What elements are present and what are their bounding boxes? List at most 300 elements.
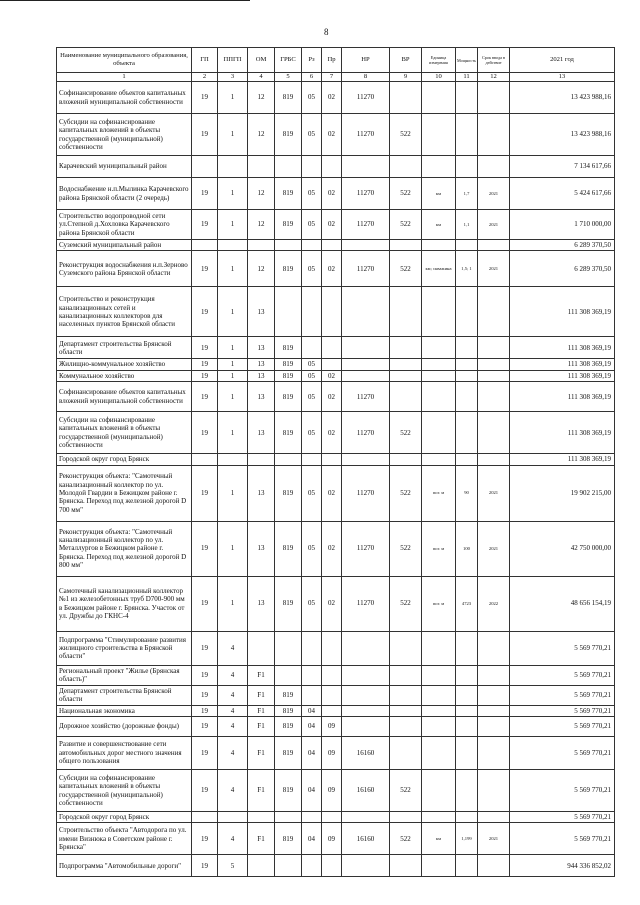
cell-grbs: 819 bbox=[275, 705, 302, 716]
cell-term bbox=[478, 359, 510, 370]
cell-term bbox=[478, 156, 510, 178]
cell-ppgp: 4 bbox=[218, 770, 248, 812]
cell-rz bbox=[302, 337, 322, 359]
cell-vr bbox=[390, 240, 422, 251]
cell-name: Строительство водопроводной сети ул.Степной д.Хохловка Карачевского района Брянской области bbox=[57, 210, 192, 240]
cell-amount: 13 423 988,16 bbox=[510, 114, 615, 156]
cell-pr: 02 bbox=[322, 114, 342, 156]
cell-vr bbox=[390, 287, 422, 337]
cell-rz bbox=[302, 454, 322, 465]
cell-rz: 05 bbox=[302, 370, 322, 381]
cell-amount: 111 308 369,19 bbox=[510, 337, 615, 359]
cell-om: 13 bbox=[248, 337, 275, 359]
cell-gp: 19 bbox=[192, 823, 218, 855]
cell-om: F1 bbox=[248, 823, 275, 855]
cell-grbs: 819 bbox=[275, 576, 302, 631]
cell-pr: 02 bbox=[322, 382, 342, 412]
cell-nr: 11270 bbox=[342, 412, 390, 454]
cell-om: F1 bbox=[248, 665, 275, 685]
table-row bbox=[57, 287, 615, 337]
table-row bbox=[57, 337, 615, 359]
cell-om: F1 bbox=[248, 705, 275, 716]
cell-capacity bbox=[456, 370, 478, 381]
cell-om bbox=[248, 156, 275, 178]
cell-name: Реконструкция объекта: "Самотечный канализационный коллектор по ул. Молодой Гвардии в Бежицком районе г. Брянска. Переход под железной дорогой D 700 мм" bbox=[57, 465, 192, 521]
cell-pr: 09 bbox=[322, 770, 342, 812]
cell-vr: 522 bbox=[390, 823, 422, 855]
cell-ppgp: 4 bbox=[218, 665, 248, 685]
cell-ppgp: 1 bbox=[218, 251, 248, 287]
cell-rz: 05 bbox=[302, 521, 322, 576]
cell-om bbox=[248, 454, 275, 465]
cell-name: Субсидии на софинансирование капитальных вложений в объекты государственной (муниципальной) собственности bbox=[57, 412, 192, 454]
table-row bbox=[57, 178, 615, 210]
cell-unit bbox=[422, 631, 456, 665]
cell-grbs bbox=[275, 665, 302, 685]
col-header-nr: НР bbox=[342, 48, 390, 73]
cell-om: F1 bbox=[248, 737, 275, 770]
cell-unit: км bbox=[422, 210, 456, 240]
cell-amount: 944 336 852,02 bbox=[510, 855, 615, 877]
cell-vr bbox=[390, 665, 422, 685]
cell-rz: 05 bbox=[302, 178, 322, 210]
cell-capacity bbox=[456, 359, 478, 370]
cell-capacity bbox=[456, 454, 478, 465]
cell-amount: 48 656 154,19 bbox=[510, 576, 615, 631]
cell-gp: 19 bbox=[192, 359, 218, 370]
cell-gp: 19 bbox=[192, 251, 218, 287]
table-row bbox=[57, 823, 615, 855]
cell-amount: 5 569 770,21 bbox=[510, 812, 615, 823]
cell-capacity bbox=[456, 770, 478, 812]
cell-amount: 7 134 617,66 bbox=[510, 156, 615, 178]
cell-term bbox=[478, 114, 510, 156]
table-row bbox=[57, 631, 615, 665]
cell-capacity: 100 bbox=[456, 521, 478, 576]
cell-unit bbox=[422, 337, 456, 359]
cell-grbs: 819 bbox=[275, 770, 302, 812]
cell-unit: км bbox=[422, 823, 456, 855]
cell-capacity bbox=[456, 382, 478, 412]
cell-vr bbox=[390, 82, 422, 114]
cell-nr: 16160 bbox=[342, 823, 390, 855]
cell-unit bbox=[422, 454, 456, 465]
cell-rz bbox=[302, 685, 322, 705]
cell-amount: 5 569 770,21 bbox=[510, 770, 615, 812]
cell-capacity bbox=[456, 114, 478, 156]
cell-unit bbox=[422, 114, 456, 156]
cell-nr bbox=[342, 359, 390, 370]
cell-capacity: 90 bbox=[456, 465, 478, 521]
cell-vr: 522 bbox=[390, 114, 422, 156]
column-number: 13 bbox=[510, 73, 615, 82]
cell-name: Суземский муниципальный район bbox=[57, 240, 192, 251]
col-header-ppgp: ППГП bbox=[218, 48, 248, 73]
cell-unit bbox=[422, 240, 456, 251]
column-number: 9 bbox=[390, 73, 422, 82]
cell-name: Департамент строительства Брянской области bbox=[57, 685, 192, 705]
cell-nr bbox=[342, 287, 390, 337]
cell-pr: 09 bbox=[322, 737, 342, 770]
col-header-name: Наименование муниципального образования, объекта bbox=[57, 48, 192, 73]
cell-name: Жилищно-коммунальное хозяйство bbox=[57, 359, 192, 370]
cell-vr bbox=[390, 631, 422, 665]
column-number: 8 bbox=[342, 73, 390, 82]
cell-pr bbox=[322, 240, 342, 251]
cell-name: Софинансирование объектов капитальных вложений муниципальной собственности bbox=[57, 382, 192, 412]
cell-nr: 11270 bbox=[342, 576, 390, 631]
cell-pr bbox=[322, 454, 342, 465]
table-row bbox=[57, 685, 615, 705]
cell-rz: 04 bbox=[302, 823, 322, 855]
cell-nr bbox=[342, 370, 390, 381]
cell-grbs: 819 bbox=[275, 370, 302, 381]
cell-unit bbox=[422, 412, 456, 454]
cell-unit bbox=[422, 737, 456, 770]
cell-gp: 19 bbox=[192, 337, 218, 359]
cell-vr bbox=[390, 855, 422, 877]
col-header-grbs: ГРБС bbox=[275, 48, 302, 73]
cell-grbs: 819 bbox=[275, 251, 302, 287]
cell-rz: 04 bbox=[302, 717, 322, 737]
cell-capacity: 1,199 bbox=[456, 823, 478, 855]
cell-gp: 19 bbox=[192, 370, 218, 381]
cell-pr: 02 bbox=[322, 412, 342, 454]
cell-pr bbox=[322, 359, 342, 370]
table-row bbox=[57, 855, 615, 877]
table-row bbox=[57, 82, 615, 114]
cell-amount: 5 569 770,21 bbox=[510, 717, 615, 737]
table-row bbox=[57, 717, 615, 737]
cell-vr: 522 bbox=[390, 465, 422, 521]
cell-ppgp: 4 bbox=[218, 823, 248, 855]
cell-name: Субсидии на софинансирование капитальных вложений в объекты государственной (муниципальной) собственности bbox=[57, 770, 192, 812]
cell-name: Строительство и реконструкция канализационных сетей и канализационных коллекторов для населенных пунктов Брянской области bbox=[57, 287, 192, 337]
cell-gp: 19 bbox=[192, 210, 218, 240]
column-number: 12 bbox=[478, 73, 510, 82]
table-row bbox=[57, 114, 615, 156]
column-number-row bbox=[57, 73, 615, 82]
cell-vr bbox=[390, 382, 422, 412]
cell-name: Подпрограмма "Автомобильные дороги" bbox=[57, 855, 192, 877]
cell-amount: 1 710 000,00 bbox=[510, 210, 615, 240]
budget-table bbox=[56, 47, 615, 877]
cell-unit bbox=[422, 685, 456, 705]
col-header-rz: Рз bbox=[302, 48, 322, 73]
cell-amount: 111 308 369,19 bbox=[510, 382, 615, 412]
cell-rz bbox=[302, 156, 322, 178]
cell-name: Региональный проект "Жилье (Брянская область)" bbox=[57, 665, 192, 685]
cell-name: Подпрограмма "Стимулирование развития жилищного строительства в Брянской области" bbox=[57, 631, 192, 665]
cell-capacity bbox=[456, 337, 478, 359]
cell-pr bbox=[322, 337, 342, 359]
cell-unit bbox=[422, 287, 456, 337]
cell-capacity bbox=[456, 82, 478, 114]
cell-name: Реконструкция объекта: "Самотечный канализационный коллектор по ул. Металлургов в Бежицком районе г. Брянска. Переход под железной дорогой D 800 мм" bbox=[57, 521, 192, 576]
cell-capacity bbox=[456, 855, 478, 877]
cell-amount: 111 308 369,19 bbox=[510, 454, 615, 465]
table-row bbox=[57, 359, 615, 370]
cell-nr bbox=[342, 855, 390, 877]
cell-unit bbox=[422, 359, 456, 370]
table-row bbox=[57, 576, 615, 631]
table-row bbox=[57, 521, 615, 576]
cell-nr: 11270 bbox=[342, 521, 390, 576]
cell-grbs bbox=[275, 240, 302, 251]
cell-grbs bbox=[275, 156, 302, 178]
cell-gp: 19 bbox=[192, 705, 218, 716]
cell-term: 2021 bbox=[478, 178, 510, 210]
cell-term bbox=[478, 717, 510, 737]
cell-gp: 19 bbox=[192, 114, 218, 156]
cell-unit: пог. м bbox=[422, 576, 456, 631]
cell-nr bbox=[342, 812, 390, 823]
column-number: 11 bbox=[456, 73, 478, 82]
cell-rz: 05 bbox=[302, 114, 322, 156]
cell-ppgp: 1 bbox=[218, 287, 248, 337]
col-header-unit: Единица измерения bbox=[422, 48, 456, 73]
cell-term: 2021 bbox=[478, 465, 510, 521]
cell-nr: 11270 bbox=[342, 465, 390, 521]
cell-amount: 6 289 370,50 bbox=[510, 251, 615, 287]
cell-vr bbox=[390, 717, 422, 737]
cell-gp: 19 bbox=[192, 82, 218, 114]
cell-nr bbox=[342, 665, 390, 685]
cell-rz: 05 bbox=[302, 82, 322, 114]
cell-unit bbox=[422, 717, 456, 737]
cell-om: F1 bbox=[248, 685, 275, 705]
cell-name: Софинансирование объектов капитальных вложений муниципальной собственности bbox=[57, 82, 192, 114]
cell-ppgp: 4 bbox=[218, 631, 248, 665]
cell-term bbox=[478, 370, 510, 381]
cell-om: 12 bbox=[248, 210, 275, 240]
cell-gp: 19 bbox=[192, 855, 218, 877]
cell-ppgp: 4 bbox=[218, 685, 248, 705]
cell-nr bbox=[342, 454, 390, 465]
table-row bbox=[57, 454, 615, 465]
cell-nr: 11270 bbox=[342, 382, 390, 412]
cell-term bbox=[478, 812, 510, 823]
cell-rz: 04 bbox=[302, 737, 322, 770]
cell-grbs: 819 bbox=[275, 359, 302, 370]
cell-om: 12 bbox=[248, 251, 275, 287]
cell-name: Реконструкция водоснабжения н.п.Зерново Суземского района Брянской области bbox=[57, 251, 192, 287]
cell-vr: 522 bbox=[390, 576, 422, 631]
cell-grbs: 819 bbox=[275, 114, 302, 156]
cell-pr: 09 bbox=[322, 823, 342, 855]
cell-capacity bbox=[456, 665, 478, 685]
table-row bbox=[57, 210, 615, 240]
cell-gp bbox=[192, 240, 218, 251]
table-row bbox=[57, 156, 615, 178]
table-row bbox=[57, 465, 615, 521]
cell-rz bbox=[302, 855, 322, 877]
table-body bbox=[57, 82, 615, 877]
col-header-vr: ВР bbox=[390, 48, 422, 73]
cell-vr bbox=[390, 359, 422, 370]
cell-nr bbox=[342, 631, 390, 665]
table-row bbox=[57, 665, 615, 685]
cell-ppgp: 1 bbox=[218, 359, 248, 370]
cell-ppgp bbox=[218, 454, 248, 465]
cell-amount: 111 308 369,19 bbox=[510, 370, 615, 381]
cell-amount: 5 569 770,21 bbox=[510, 823, 615, 855]
cell-vr: 522 bbox=[390, 412, 422, 454]
cell-vr bbox=[390, 156, 422, 178]
cell-ppgp bbox=[218, 156, 248, 178]
col-header-term: Срок ввода в действие bbox=[478, 48, 510, 73]
cell-pr: 09 bbox=[322, 717, 342, 737]
cell-gp: 19 bbox=[192, 178, 218, 210]
cell-grbs bbox=[275, 855, 302, 877]
cell-unit bbox=[422, 370, 456, 381]
cell-ppgp: 4 bbox=[218, 717, 248, 737]
cell-om: 13 bbox=[248, 382, 275, 412]
cell-gp: 19 bbox=[192, 521, 218, 576]
cell-amount: 5 424 617,66 bbox=[510, 178, 615, 210]
cell-pr bbox=[322, 156, 342, 178]
cell-term bbox=[478, 631, 510, 665]
column-number: 3 bbox=[218, 73, 248, 82]
cell-rz: 05 bbox=[302, 465, 322, 521]
cell-gp: 19 bbox=[192, 631, 218, 665]
cell-vr bbox=[390, 812, 422, 823]
cell-pr: 02 bbox=[322, 521, 342, 576]
cell-pr bbox=[322, 855, 342, 877]
cell-unit bbox=[422, 705, 456, 716]
cell-unit: пог. м bbox=[422, 465, 456, 521]
cell-unit bbox=[422, 812, 456, 823]
cell-gp: 19 bbox=[192, 412, 218, 454]
cell-capacity bbox=[456, 737, 478, 770]
cell-pr bbox=[322, 631, 342, 665]
cell-amount: 19 902 215,00 bbox=[510, 465, 615, 521]
cell-om: 13 bbox=[248, 576, 275, 631]
cell-amount: 5 569 770,21 bbox=[510, 685, 615, 705]
cell-grbs: 819 bbox=[275, 337, 302, 359]
cell-ppgp: 1 bbox=[218, 337, 248, 359]
col-header-om: ОМ bbox=[248, 48, 275, 73]
cell-pr: 02 bbox=[322, 465, 342, 521]
cell-grbs: 819 bbox=[275, 465, 302, 521]
column-number: 1 bbox=[57, 73, 192, 82]
table-row bbox=[57, 251, 615, 287]
cell-grbs: 819 bbox=[275, 210, 302, 240]
cell-capacity bbox=[456, 631, 478, 665]
table-row bbox=[57, 737, 615, 770]
cell-rz bbox=[302, 240, 322, 251]
cell-amount: 111 308 369,19 bbox=[510, 287, 615, 337]
cell-rz: 04 bbox=[302, 705, 322, 716]
cell-vr bbox=[390, 685, 422, 705]
table-row bbox=[57, 370, 615, 381]
cell-term bbox=[478, 337, 510, 359]
cell-term bbox=[478, 685, 510, 705]
cell-ppgp bbox=[218, 240, 248, 251]
cell-om bbox=[248, 631, 275, 665]
cell-capacity bbox=[456, 240, 478, 251]
col-header-year: 2021 год bbox=[510, 48, 615, 73]
cell-unit bbox=[422, 855, 456, 877]
col-header-pr: Пр bbox=[322, 48, 342, 73]
cell-vr bbox=[390, 370, 422, 381]
cell-capacity: 1,1 bbox=[456, 210, 478, 240]
cell-nr bbox=[342, 717, 390, 737]
cell-om: 13 bbox=[248, 359, 275, 370]
cell-pr bbox=[322, 685, 342, 705]
cell-ppgp: 1 bbox=[218, 82, 248, 114]
cell-term bbox=[478, 382, 510, 412]
cell-vr: 522 bbox=[390, 770, 422, 812]
cell-nr bbox=[342, 705, 390, 716]
cell-gp: 19 bbox=[192, 465, 218, 521]
cell-name: Национальная экономика bbox=[57, 705, 192, 716]
cell-name: Карачевский муниципальный район bbox=[57, 156, 192, 178]
cell-capacity: 1,7 bbox=[456, 178, 478, 210]
column-number: 7 bbox=[322, 73, 342, 82]
cell-grbs: 819 bbox=[275, 737, 302, 770]
cell-vr bbox=[390, 737, 422, 770]
cell-grbs bbox=[275, 631, 302, 665]
cell-gp: 19 bbox=[192, 382, 218, 412]
cell-term bbox=[478, 705, 510, 716]
cell-vr bbox=[390, 337, 422, 359]
cell-nr: 11270 bbox=[342, 251, 390, 287]
cell-pr: 02 bbox=[322, 576, 342, 631]
cell-name: Департамент строительства Брянской области bbox=[57, 337, 192, 359]
cell-vr: 522 bbox=[390, 521, 422, 576]
cell-om bbox=[248, 240, 275, 251]
cell-rz: 05 bbox=[302, 412, 322, 454]
cell-unit bbox=[422, 156, 456, 178]
cell-om: 12 bbox=[248, 82, 275, 114]
cell-grbs: 819 bbox=[275, 382, 302, 412]
cell-term: 2022 bbox=[478, 576, 510, 631]
cell-amount: 111 308 369,19 bbox=[510, 359, 615, 370]
table-row bbox=[57, 382, 615, 412]
cell-name: Самотечный канализационный коллектор №1 из железобетонных труб D700-900 мм в Бежицком районе г. Брянска. Участок от ул. Дружбы до ГКНС-4 bbox=[57, 576, 192, 631]
cell-unit bbox=[422, 82, 456, 114]
page-number: 8 bbox=[324, 27, 329, 37]
cell-nr: 16160 bbox=[342, 737, 390, 770]
cell-nr: 16160 bbox=[342, 770, 390, 812]
cell-ppgp bbox=[218, 812, 248, 823]
cell-amount: 13 423 988,16 bbox=[510, 82, 615, 114]
cell-nr: 11270 bbox=[342, 178, 390, 210]
table-row bbox=[57, 240, 615, 251]
cell-amount: 5 569 770,21 bbox=[510, 705, 615, 716]
cell-grbs: 819 bbox=[275, 823, 302, 855]
cell-unit: км; скважина bbox=[422, 251, 456, 287]
cell-unit bbox=[422, 382, 456, 412]
cell-grbs bbox=[275, 454, 302, 465]
cell-capacity: 1,5; 1 bbox=[456, 251, 478, 287]
cell-term bbox=[478, 240, 510, 251]
column-number: 2 bbox=[192, 73, 218, 82]
cell-rz bbox=[302, 812, 322, 823]
cell-term bbox=[478, 770, 510, 812]
cell-pr bbox=[322, 665, 342, 685]
cell-name: Городской округ город Брянск bbox=[57, 812, 192, 823]
cell-pr: 02 bbox=[322, 178, 342, 210]
cell-nr: 11270 bbox=[342, 210, 390, 240]
cell-grbs: 819 bbox=[275, 717, 302, 737]
cell-pr: 02 bbox=[322, 370, 342, 381]
cell-name: Городской округ город Брянск bbox=[57, 454, 192, 465]
cell-grbs bbox=[275, 812, 302, 823]
cell-term bbox=[478, 412, 510, 454]
cell-om: 13 bbox=[248, 412, 275, 454]
